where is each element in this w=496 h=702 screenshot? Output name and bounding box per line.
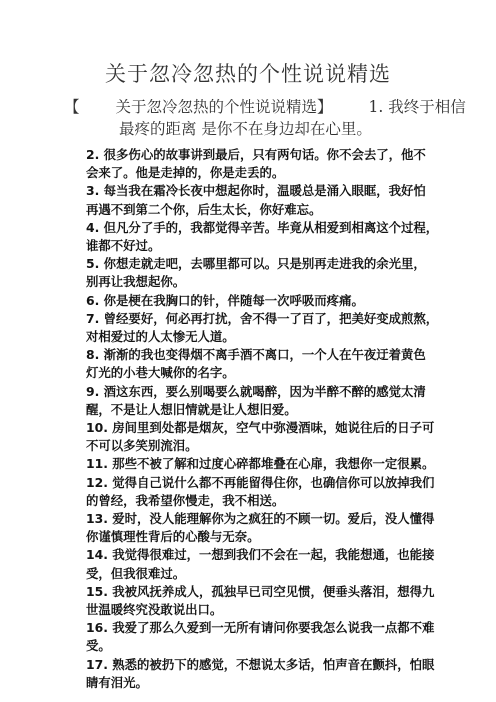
quote-item (86, 383, 446, 419)
quote-line: 你谨慎理性背后的心酸与无奈。 (86, 529, 260, 545)
quote-line: 谁都不好过。 (86, 238, 161, 254)
quote-item (86, 583, 446, 619)
quote-line: 7. 曾经要好，何必再打扰，舍不得一了百了，把美好变成煎熬， (86, 310, 439, 326)
quote-line: 受。 (86, 638, 111, 654)
quote-line: 3. 每当我在霜冷长夜中想起你时，温暖总是涌入眼眶，我好怕 (86, 183, 426, 199)
quote-item (86, 619, 446, 655)
quote-line: 的曾经，我希望你慢走，我不相送。 (86, 492, 285, 508)
intro-first-item: 1. 我终于相信 (368, 98, 466, 116)
intro-line-2: 最疼的距离 是你不在身边却在心里。 (119, 120, 372, 138)
quote-item (86, 546, 446, 582)
quote-line: 对相爱过的人太惨无人道。 (86, 329, 235, 345)
quote-line: 睛有泪光。 (86, 674, 148, 690)
quote-line: 醒，不是让人想旧情就是让人想旧爱。 (86, 401, 297, 417)
quote-item (86, 474, 446, 510)
quote-line: 13. 爱时，没人能理解你为之疯狂的不顾一切。爱后，没人懂得 (86, 511, 435, 527)
quote-item (86, 182, 446, 218)
quote-line: 8. 渐渐的我也变得烟不离手酒不离口，一个人在午夜迂着黄色 (86, 347, 426, 363)
quote-line: 世温暖终究没敢说出口。 (86, 602, 223, 618)
quote-line: 受，但我很难过。 (86, 565, 186, 581)
quote-item (86, 510, 446, 546)
quote-item (86, 292, 446, 310)
quote-line: 12. 觉得自己说什么都不再能留得住你，也确信你可以放掉我们 (86, 474, 435, 490)
intro-bracket: 【 (64, 98, 80, 116)
quote-line: 5. 你想走就走吧，去哪里都可以。只是别再走进我的余光里， (86, 256, 426, 272)
quote-item (86, 455, 446, 473)
quote-list (86, 146, 446, 692)
quote-line: 2. 很多伤心的故事讲到最后，只有两句话。你不会去了，他不 (86, 147, 426, 162)
quote-line: 4. 但凡分了手的，我都觉得辛苦。毕竟从相爱到相离这个过程， (86, 219, 439, 235)
intro-line-1 (64, 96, 466, 118)
quote-item (86, 146, 446, 182)
quote-item (86, 656, 446, 692)
quote-line: 17. 熟悉的被扔下的感觉，不想说太多话，怕声音在颤抖，怕眼 (86, 656, 435, 672)
quote-line: 9. 酒这东西，要么别喝要么就喝醉，因为半醉不醉的感觉太清 (86, 383, 426, 399)
intro-paragraph (64, 96, 466, 140)
quote-line: 11. 那些不被了解和过度心碎都堆叠在心扉，我想你一定很累。 (86, 456, 435, 472)
intro-heading: 关于忽冷忽热的个性说说精选】 (115, 98, 333, 116)
quote-line: 16. 我爱了那么久爱到一无所有请问你要我怎么说我一点都不难 (86, 620, 435, 636)
quote-line: 会来了。他是走掉的，你是走丢的。 (86, 165, 285, 181)
quote-line: 6. 你是梗在我胸口的针，伴随每一次呼吸而疼痛。 (86, 292, 364, 308)
quote-item (86, 310, 446, 346)
quote-line: 15. 我被风抚养成人，孤独早已司空见惯，便垂头落泪，想得九 (86, 583, 435, 599)
quote-line: 别再让我想起你。 (86, 274, 186, 290)
quote-line: 再遇不到第二个你，后生太长，你好难忘。 (86, 201, 322, 217)
quote-item (86, 346, 446, 382)
quote-item (86, 255, 446, 291)
quote-line: 10. 房间里到处都是烟灰，空气中弥漫酒味，她说往后的日子可 (86, 420, 435, 436)
quote-item (86, 419, 446, 455)
document-title: 关于忽冷忽热的个性说说精选 (105, 62, 391, 86)
quote-line: 不可以多笑别流泪。 (86, 438, 198, 454)
quote-item (86, 219, 446, 255)
quote-line: 14. 我觉得很难过，一想到我们不会在一起，我能想通，也能接 (86, 547, 435, 563)
quote-line: 灯光的小巷大喊你的名字。 (86, 365, 235, 381)
